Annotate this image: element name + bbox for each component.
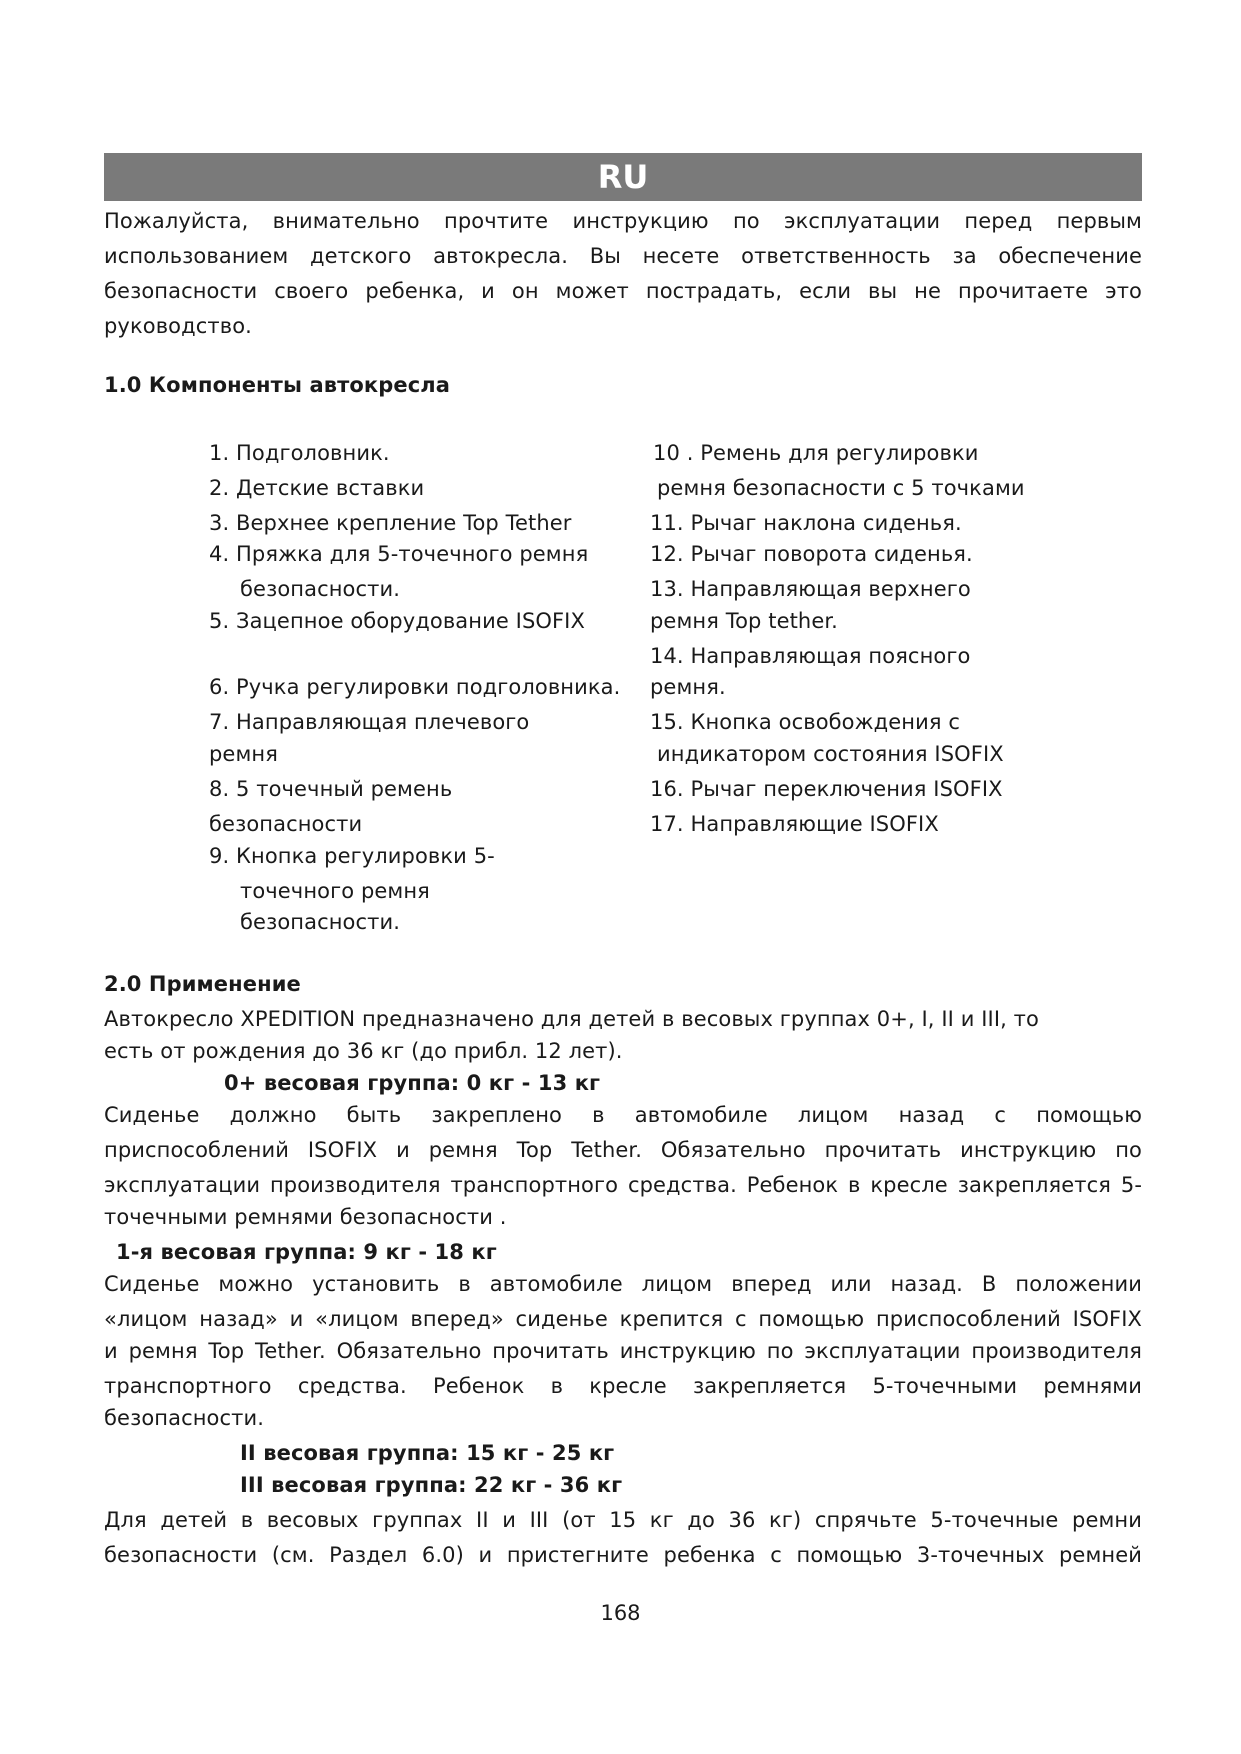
component-item: 13. Направляющая верхнего	[650, 577, 971, 601]
paragraph-line: транспортного средства. Ребенок в кресле закрепляется 5-точечными ремнями	[104, 1374, 1142, 1398]
component-item: ремня	[209, 742, 278, 766]
section-heading-components: 1.0 Компоненты автокресла	[104, 373, 451, 397]
component-item: 2. Детские вставки	[209, 476, 425, 500]
paragraph-line: Для детей в весовых группах II и III (от 15 кг до 36 кг) спрячьте 5-точечные ремни	[104, 1508, 1142, 1532]
component-item: 16. Рычаг переключения ISOFIX	[650, 777, 1003, 801]
component-item: ремня безопасности с 5 точками	[657, 476, 1025, 500]
weight-group-heading: 1-я весовая группа: 9 кг - 18 кг	[116, 1240, 497, 1264]
component-item: точечного ремня	[240, 879, 430, 903]
intro-line: использованием детского автокресла. Вы несете ответственность за обеспечение	[104, 244, 1142, 268]
intro-line: руководство.	[104, 314, 252, 338]
component-item: 15. Кнопка освобождения с	[650, 710, 961, 734]
paragraph-line: Сиденье должно быть закреплено в автомобиле лицом назад с помощью	[104, 1103, 1142, 1127]
paragraph-line: и ремня Top Tether. Обязательно прочитать инструкцию по эксплуатации производителя	[104, 1339, 1142, 1363]
intro-line: Пожалуйста, внимательно прочтите инструкцию по эксплуатации перед первым	[104, 209, 1142, 233]
component-item: 12. Рычаг поворота сиденья.	[650, 542, 973, 566]
paragraph-line: точечными ремнями безопасности .	[104, 1205, 507, 1229]
component-item: 8. 5 точечный ремень	[209, 777, 453, 801]
paragraph-line: эксплуатации производителя транспортного средства. Ребенок в кресле закрепляется 5-	[104, 1173, 1142, 1197]
section-heading-application: 2.0 Применение	[104, 972, 301, 996]
intro-line: безопасности своего ребенка, и он может пострадать, если вы не прочитаете это	[104, 279, 1142, 303]
component-item: 7. Направляющая плечевого	[209, 710, 530, 734]
component-item: ремня Top tether.	[650, 609, 838, 633]
component-item: ремня.	[650, 675, 726, 699]
component-item: 9. Кнопка регулировки 5-	[209, 844, 495, 868]
component-item: 17. Направляющие ISOFIX	[650, 812, 939, 836]
component-item: 14. Направляющая поясного	[650, 644, 971, 668]
component-item: безопасности	[209, 812, 363, 836]
component-item: безопасности.	[240, 577, 401, 601]
component-item: индикатором состояния ISOFIX	[657, 742, 1004, 766]
component-item: безопасности.	[240, 910, 401, 934]
page-number: 168	[600, 1601, 641, 1625]
paragraph-line: приспособлений ISOFIX и ремня Top Tether. Обязательно прочитать инструкцию по	[104, 1138, 1142, 1162]
component-item: 10 . Ремень для регулировки	[653, 441, 979, 465]
component-item: 3. Верхнее крепление Top Tether	[209, 511, 572, 535]
weight-group-heading: II весовая группа: 15 кг - 25 кг	[240, 1441, 615, 1465]
component-item: 5. Зацепное оборудование ISOFIX	[209, 609, 585, 633]
component-item: 1. Подголовник.	[209, 441, 390, 465]
component-item: 4. Пряжка для 5-точечного ремня	[209, 542, 589, 566]
paragraph-line: есть от рождения до 36 кг (до прибл. 12 лет).	[104, 1039, 623, 1063]
paragraph-line: безопасности.	[104, 1406, 265, 1430]
language-banner: RU	[104, 153, 1142, 201]
paragraph-line: «лицом назад» и «лицом вперед» сиденье крепится с помощью приспособлений ISOFIX	[104, 1307, 1142, 1331]
paragraph-line: Сиденье можно установить в автомобиле лицом вперед или назад. В положении	[104, 1272, 1142, 1296]
component-item: 6. Ручка регулировки подголовника.	[209, 675, 621, 699]
component-item: 11. Рычаг наклона сиденья.	[650, 511, 962, 535]
weight-group-heading: 0+ весовая группа: 0 кг - 13 кг	[224, 1071, 601, 1095]
paragraph-line: безопасности (см. Раздел 6.0) и пристегните ребенка с помощью 3-точечных ремней	[104, 1543, 1142, 1567]
weight-group-heading: III весовая группа: 22 кг - 36 кг	[240, 1473, 623, 1497]
paragraph-line: Автокресло XPEDITION предназначено для детей в весовых группах 0+, I, II и III, то	[104, 1007, 1039, 1031]
